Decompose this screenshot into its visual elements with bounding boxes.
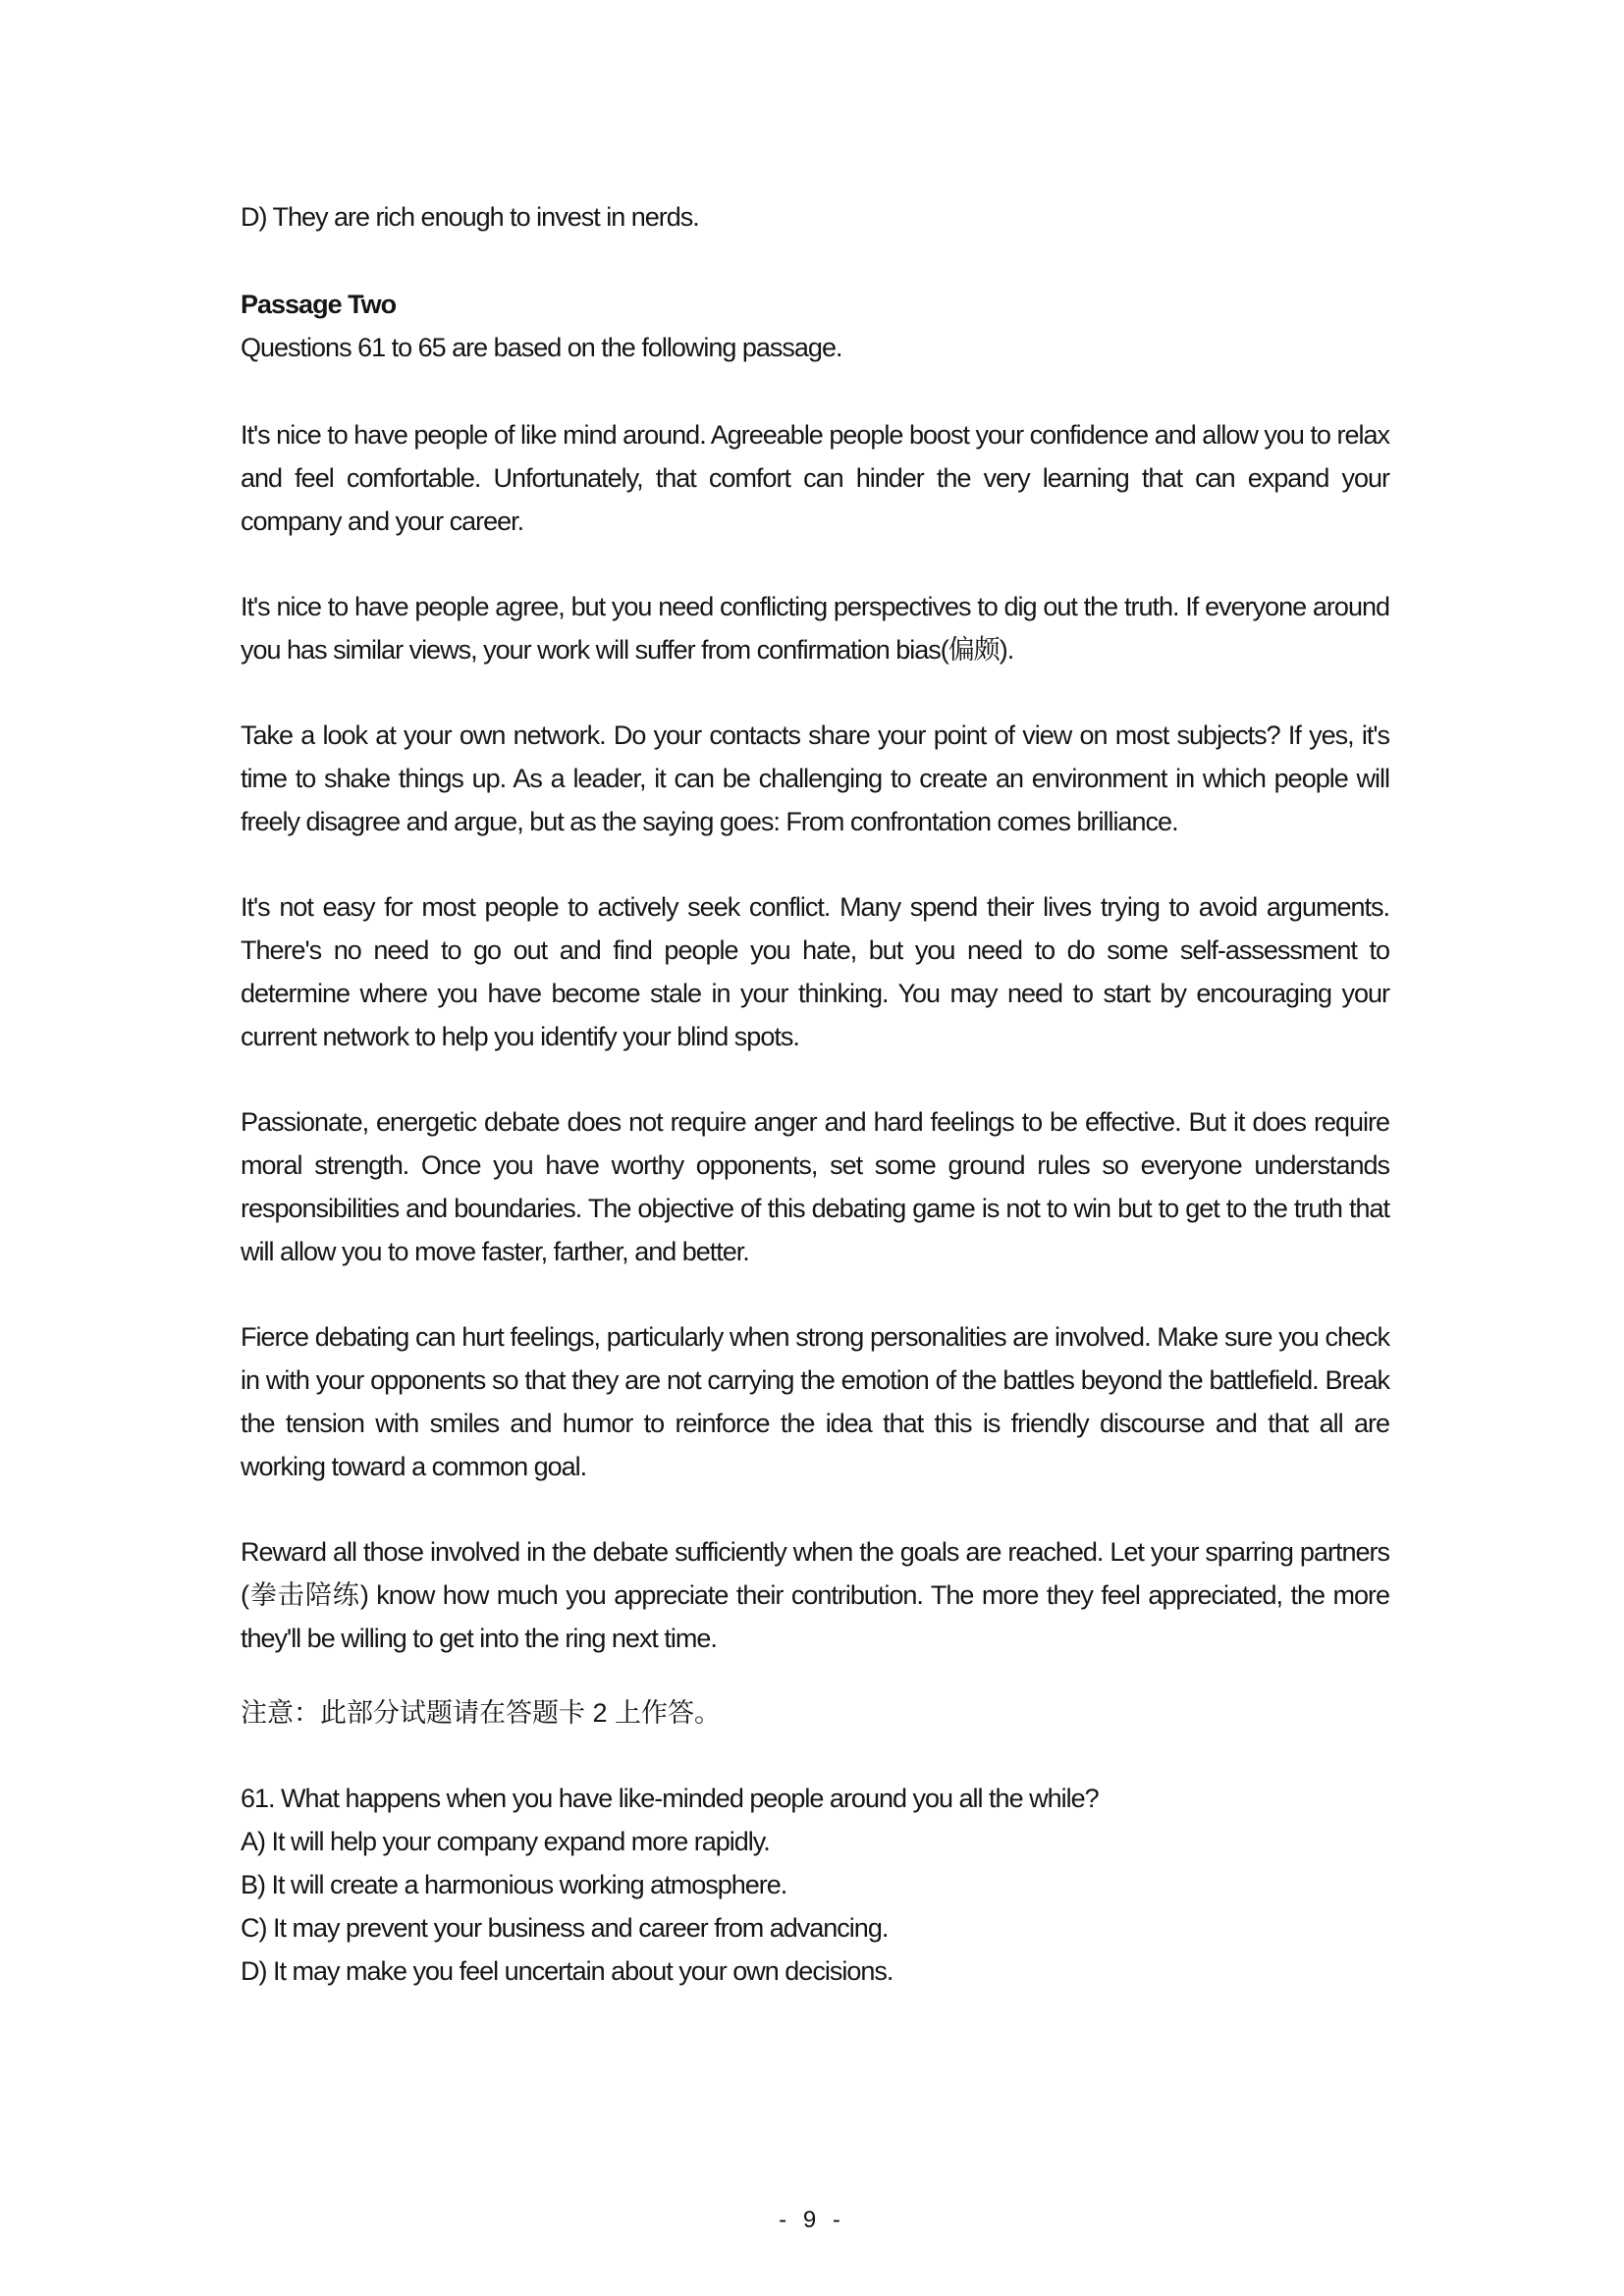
passage-paragraph-3: Take a look at your own network. Do your contacts share your point of view on most subjects? If yes, it's time to shake things up. As a leader, it can be challenging to create an environment in which people will freely disagree and argue, but as the saying goes: From confrontation comes brilliance. [241,721,1389,836]
answer-sheet-note: 注意：此部分试题请在答题卡 2 上作答。 [241,1698,722,1728]
passage-paragraph-2: It's nice to have people agree, but you need conflicting perspectives to dig out the truth. If everyone around you has similar views, your work will suffer from confirmation bias(偏颇). [241,592,1389,665]
previous-question-option-d: D) They are rich enough to invest in nerds. [241,202,699,232]
question-61-option-a: A) It will help your company expand more rapidly. [241,1827,770,1856]
passage-two-heading: Passage Two [241,290,397,319]
passage-paragraph-5: Passionate, energetic debate does not require anger and hard feelings to be effective. But it does require moral strength. Once you have worthy opponents, set some ground rules so everyone understands responsibilities and boundaries. The objective of this debating game is not to win but to get to the truth that will allow you to move faster, farther, and better. [241,1107,1389,1266]
passage-intro: Questions 61 to 65 are based on the following passage. [241,333,842,362]
page-number: - 9 - [779,2207,845,2233]
passage-paragraph-7: Reward all those involved in the debate sufficiently when the goals are reached. Let your sparring partners (拳击陪练) know how much you appreciate their contribution. The more they feel appreciated, the more they'll be willing to get into the ring next time. [241,1537,1389,1653]
passage-paragraph-6: Fierce debating can hurt feelings, particularly when strong personalities are involved. Make sure you check in with your opponents so that they are not carrying the emotion of the battles beyond the battlefield. Break the tension with smiles and humor to reinforce the idea that this is friendly discourse and that all are working toward a common goal. [241,1322,1389,1481]
question-61-option-b: B) It will create a harmonious working atmosphere. [241,1870,787,1899]
question-61-option-d: D) It may make you feel uncertain about your own decisions. [241,1956,893,1986]
question-61-stem: 61. What happens when you have like-minded people around you all the while? [241,1784,1099,1813]
passage-paragraph-1: It's nice to have people of like mind around. Agreeable people boost your confidence and allow you to relax and feel comfortable. Unfortunately, that comfort can hinder the very learning that can expand your company and your career. [241,420,1389,536]
passage-paragraph-4: It's not easy for most people to actively seek conflict. Many spend their lives trying to avoid arguments. There's no need to go out and find people you hate, but you need to do some self-assessment to determine where you have become stale in your thinking. You may need to start by encouraging your current network to help you identify your blind spots. [241,892,1389,1051]
question-61-option-c: C) It may prevent your business and career from advancing. [241,1913,889,1943]
page-content [241,195,1389,1993]
